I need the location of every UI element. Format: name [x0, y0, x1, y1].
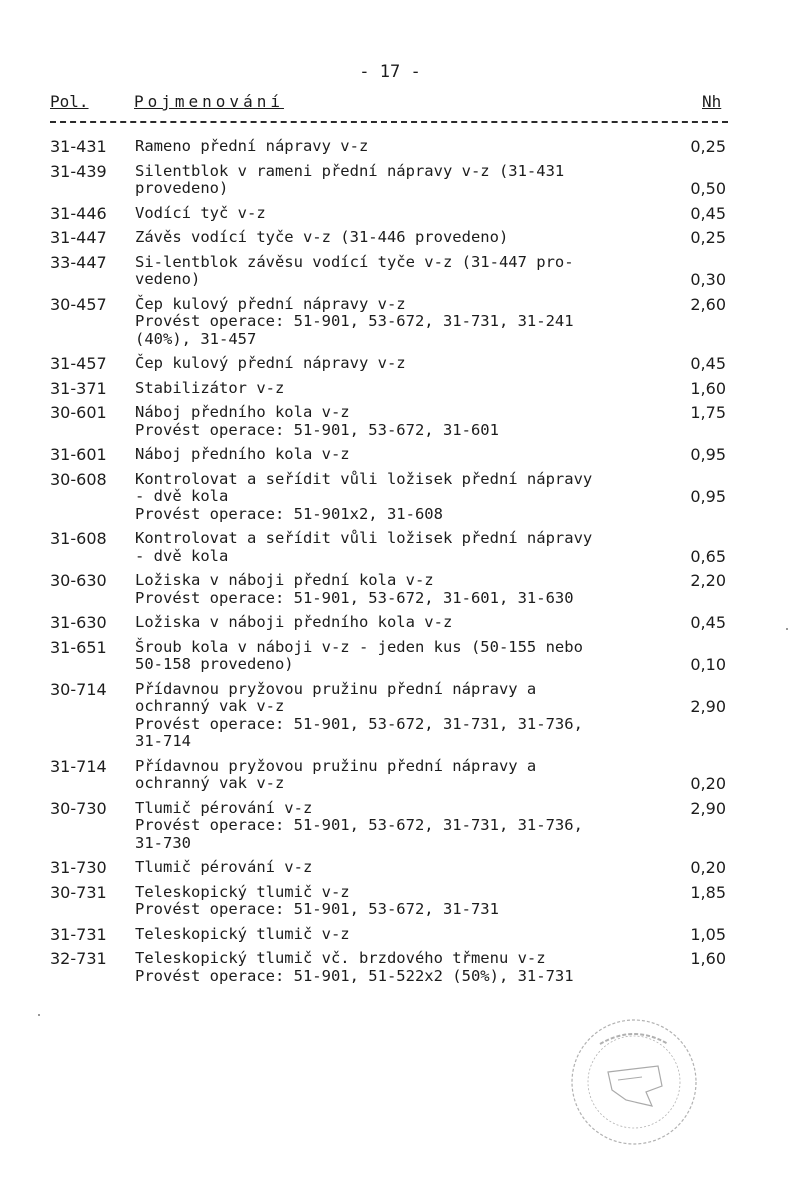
norm-hours-value: 2,90: [690, 798, 726, 818]
description-line: Náboj předního kola v-z: [135, 403, 350, 421]
operation-description: [135, 229, 675, 247]
operation-description: [135, 296, 675, 349]
position-code: 31-608: [50, 529, 107, 548]
table-row: [0, 800, 800, 853]
position-code: 31-447: [50, 228, 107, 247]
description-line: (40%), 31-457: [135, 329, 257, 348]
table-row: [0, 884, 800, 919]
description-line: Čep kulový přední nápravy v-z: [135, 354, 406, 372]
norm-hours-value: 1,60: [690, 949, 726, 968]
description-line: Tlumič pérování v-z: [135, 858, 313, 876]
description-line: ochranný vak v-z: [135, 697, 285, 715]
description-line: Čep kulový přední nápravy v-z: [135, 294, 406, 313]
description-line: Stabilizátor v-z: [135, 378, 285, 397]
description-line: Ložiska v náboji přední kola v-z: [135, 571, 434, 589]
description-line: Provést operace: 51-901, 53-672, 31-731, 31-736,: [135, 816, 583, 834]
norm-hours-value: 0,25: [690, 228, 726, 247]
description-line: Ložiska v náboji předního kola v-z: [135, 613, 453, 631]
position-code: 31-439: [50, 161, 107, 181]
table-row: [0, 639, 800, 674]
description-line: Přídavnou pryžovou pružinu přední nápravy a: [135, 756, 537, 775]
position-code: 30-714: [50, 679, 107, 699]
operation-description: [135, 380, 675, 398]
table-row: [0, 950, 800, 985]
position-code: 31-457: [50, 354, 107, 373]
description-line: Provést operace: 51-901, 51-522x2 (50%), 31-731: [135, 966, 574, 985]
table-row: [0, 380, 800, 398]
description-line: Provést operace: 51-901, 53-672, 31-731: [135, 900, 499, 918]
operation-description: [135, 446, 675, 464]
description-line: Kontrolovat a seřídit vůli ložisek přední nápravy: [135, 469, 593, 488]
operation-description: [135, 950, 675, 985]
description-line: Šroub kola v náboji v-z - jeden kus (50-155 nebo: [135, 637, 583, 656]
norm-hours-value: 0,50: [690, 179, 726, 198]
description-line: Provést operace: 51-901, 53-672, 31-601: [135, 420, 499, 439]
column-header-nh: Nh: [702, 92, 722, 111]
norm-hours-value: 0,45: [690, 203, 726, 223]
description-line: Provést operace: 51-901, 53-672, 31-731, 31-736,: [135, 714, 583, 733]
operation-description: [135, 758, 675, 793]
position-code: 31-651: [50, 637, 107, 657]
description-line: Provést operace: 51-901, 53-672, 31-731, 31-241: [135, 312, 574, 330]
position-code: 31-714: [50, 756, 107, 776]
position-code: 31-601: [50, 445, 107, 464]
position-code: 30-457: [50, 294, 107, 314]
norm-hours-value: 2,90: [690, 697, 726, 716]
description-line: Přídavnou pryžovou pružinu přední nápravy a: [135, 679, 537, 698]
operation-description: [135, 926, 675, 944]
position-code: 30-608: [50, 469, 107, 489]
description-line: 31-714: [135, 732, 191, 750]
table-row: [0, 355, 800, 373]
operation-description: [135, 859, 675, 877]
table-row: [0, 926, 800, 944]
norm-hours-value: 2,20: [690, 571, 726, 590]
description-line: Náboj předního kola v-z: [135, 445, 350, 463]
norm-hours-value: 0,30: [690, 270, 726, 289]
table-row: [0, 530, 800, 565]
description-line: Kontrolovat a seřídit vůli ložisek přední nápravy: [135, 529, 593, 547]
table-row: [0, 254, 800, 289]
operation-description: [135, 614, 675, 632]
position-code: 30-601: [50, 403, 107, 422]
operation-description: [135, 205, 675, 223]
description-line: Si-lentblok závěsu vodící tyče v-z (31-447 pro-: [135, 252, 574, 271]
table-row: [0, 138, 800, 156]
position-code: 31-630: [50, 613, 107, 632]
operations-list: [0, 138, 800, 992]
description-line: 50-158 provedeno): [135, 655, 294, 673]
operation-description: [135, 138, 675, 156]
stamp-seal: [566, 1014, 702, 1150]
description-line: Teleskopický tlumič v-z: [135, 882, 350, 901]
position-code: 31-731: [50, 924, 107, 944]
position-code: 32-731: [50, 949, 107, 968]
norm-hours-value: 1,75: [690, 403, 726, 422]
table-row: [0, 446, 800, 464]
description-line: Teleskopický tlumič v-z: [135, 924, 350, 943]
operation-description: [135, 884, 675, 919]
norm-hours-value: 1,05: [690, 924, 726, 944]
operation-description: [135, 572, 675, 607]
position-code: 31-730: [50, 858, 107, 877]
description-line: Vodící tyč v-z: [135, 203, 266, 222]
description-line: 31-730: [135, 833, 191, 852]
norm-hours-value: 0,65: [690, 546, 726, 566]
norm-hours-value: 0,45: [690, 354, 726, 373]
operation-description: [135, 471, 675, 524]
description-line: - dvě kola: [135, 546, 229, 565]
table-row: [0, 296, 800, 349]
position-code: 31-371: [50, 378, 107, 398]
table-row: [0, 471, 800, 524]
norm-hours-value: 0,95: [690, 487, 726, 506]
description-line: Rameno přední nápravy v-z: [135, 137, 369, 155]
description-line: - dvě kola: [135, 487, 229, 505]
operation-description: [135, 681, 675, 751]
operation-description: [135, 800, 675, 853]
norm-hours-value: 0,45: [690, 613, 726, 632]
table-row: [0, 758, 800, 793]
norm-hours-value: 0,10: [690, 655, 726, 674]
norm-hours-value: 0,20: [690, 774, 726, 793]
operation-description: [135, 163, 675, 198]
position-code: 30-731: [50, 882, 107, 902]
norm-hours-value: 0,95: [690, 445, 726, 464]
description-line: Závěs vodící tyče v-z (31-446 provedeno): [135, 228, 509, 246]
table-row: [0, 614, 800, 632]
position-code: 30-730: [50, 798, 107, 818]
table-row: [0, 205, 800, 223]
description-line: Teleskopický tlumič vč. brzdového třmenu v-z: [135, 949, 546, 967]
position-code: 30-630: [50, 571, 107, 590]
operation-description: [135, 355, 675, 373]
position-code: 33-447: [50, 252, 107, 272]
operation-description: [135, 254, 675, 289]
table-row: [0, 572, 800, 607]
norm-hours-value: 1,85: [690, 882, 726, 902]
table-row: [0, 859, 800, 877]
table-row: [0, 229, 800, 247]
header-rule: [50, 121, 728, 123]
description-line: Tlumič pérování v-z: [135, 798, 313, 817]
column-header-pol: Pol.: [50, 92, 89, 111]
table-row: [0, 163, 800, 198]
norm-hours-value: 1,60: [690, 378, 726, 398]
table-row: [0, 681, 800, 751]
column-header-name: Pojmenování: [134, 92, 284, 111]
description-line: vedeno): [135, 270, 201, 288]
description-line: ochranný vak v-z: [135, 774, 285, 792]
paper-speck: [786, 628, 788, 630]
operation-description: [135, 639, 675, 674]
table-row: [0, 404, 800, 439]
description-line: Provést operace: 51-901, 53-672, 31-601, 31-630: [135, 588, 574, 607]
position-code: 31-446: [50, 203, 107, 223]
norm-hours-value: 2,60: [690, 294, 726, 314]
description-line: Silentblok v rameni přední nápravy v-z (31-431: [135, 161, 565, 180]
norm-hours-value: 0,20: [690, 858, 726, 877]
description-line: provedeno): [135, 179, 229, 197]
description-line: Provést operace: 51-901x2, 31-608: [135, 504, 443, 523]
norm-hours-value: 0,25: [690, 137, 726, 156]
page-number: - 17 -: [359, 62, 421, 82]
paper-speck: [38, 1014, 40, 1016]
operation-description: [135, 404, 675, 439]
operation-description: [135, 530, 675, 565]
position-code: 31-431: [50, 137, 107, 156]
